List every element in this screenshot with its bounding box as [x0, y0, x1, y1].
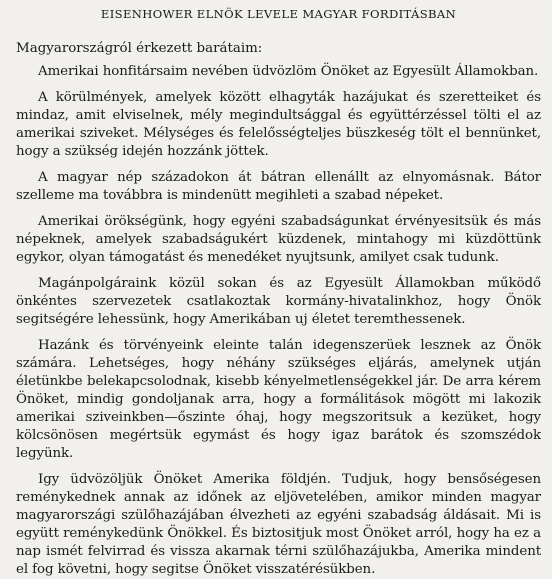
- letter-paragraph-2: A körülmények, amelyek között elhagyták hazájukat és szeretteiket és mindaz, amit elviselnek, mély megindultsággal és együttérzéssel tölti el az amerikai sziveket. Mélységes és felelősségteljes büszkeség tölt el bennünket, hogy a szükség idején hozzánk jöttek.: [16, 90, 541, 159]
- letter-paragraph-7: Igy üdvözöljük Önöket Amerika földjén. Tudjuk, hogy bensőségesen reménykednek annak az időnek az eljövetelében, amikor minden magyar magyarországi szülőhazájában élvezheti az egyéni szabadság áldásait. Mi is együtt reménykedünk Önökkel. És biztositjuk most Önöket arról, hogy ha ez a nap ismét felvirrad és vissza akarnak térni szülőhazájukba, Amerika mindent el fog követni, hogy segitse Önöket visszatérésükben.: [16, 472, 541, 577]
- letter-paragraph-4: Amerikai örökségünk, hogy egyéni szabadságunkat érvényesitsük és más népeknek, amelyek szabadságukért küzdenek, mintahogy mi küzdöttünk egykor, olyan támogatást és menedéket nyujtsunk, amilyet csak tudunk.: [16, 214, 541, 265]
- letter-paragraph-6: Hazánk és törvényeink eleinte talán idegenszerüek lesznek az Önök számára. Lehetséges, hogy néhány szükséges eljárás, amelynek utján életünkbe belekapcsolodnak, kisebb kényelmetlenségekkel jár. De arra kérem Önöket, mindig gondoljanak arra, hogy a formálitások mögött mi lakozik amerikai sziveinkben—őszinte óhaj, hogy megszoritsuk a kezüket, hogy kölcsönösen megértsük egymást és hogy igaz barátok és szomszédok legyünk.: [16, 338, 541, 461]
- letter-paragraph-3: A magyar nép századokon át bátran ellenállt az elnyomásnak. Bátor szelleme ma továbbra is mindenütt megihleti a szabad népeket.: [16, 170, 541, 203]
- letter-title: EISENHOWER ELNÖK LEVELE MAGYAR FORDITÁSBAN: [100, 7, 457, 21]
- letter-paragraph-5: Magánpolgáraink közül sokan és az Egyesült Államokban működő önkéntes szervezetek csatlakoztak kormány-hivatalinkhoz, hogy Önök segitségére lehessünk, hogy Amerikában uj életet teremthessenek.: [16, 276, 541, 327]
- letter-salutation: Magyarországról érkezett barátaim:: [16, 41, 263, 56]
- letter-paragraph-1: Amerikai honfitársaim nevében üdvözlöm Önöket az Egyesült Államokban.: [38, 64, 539, 79]
